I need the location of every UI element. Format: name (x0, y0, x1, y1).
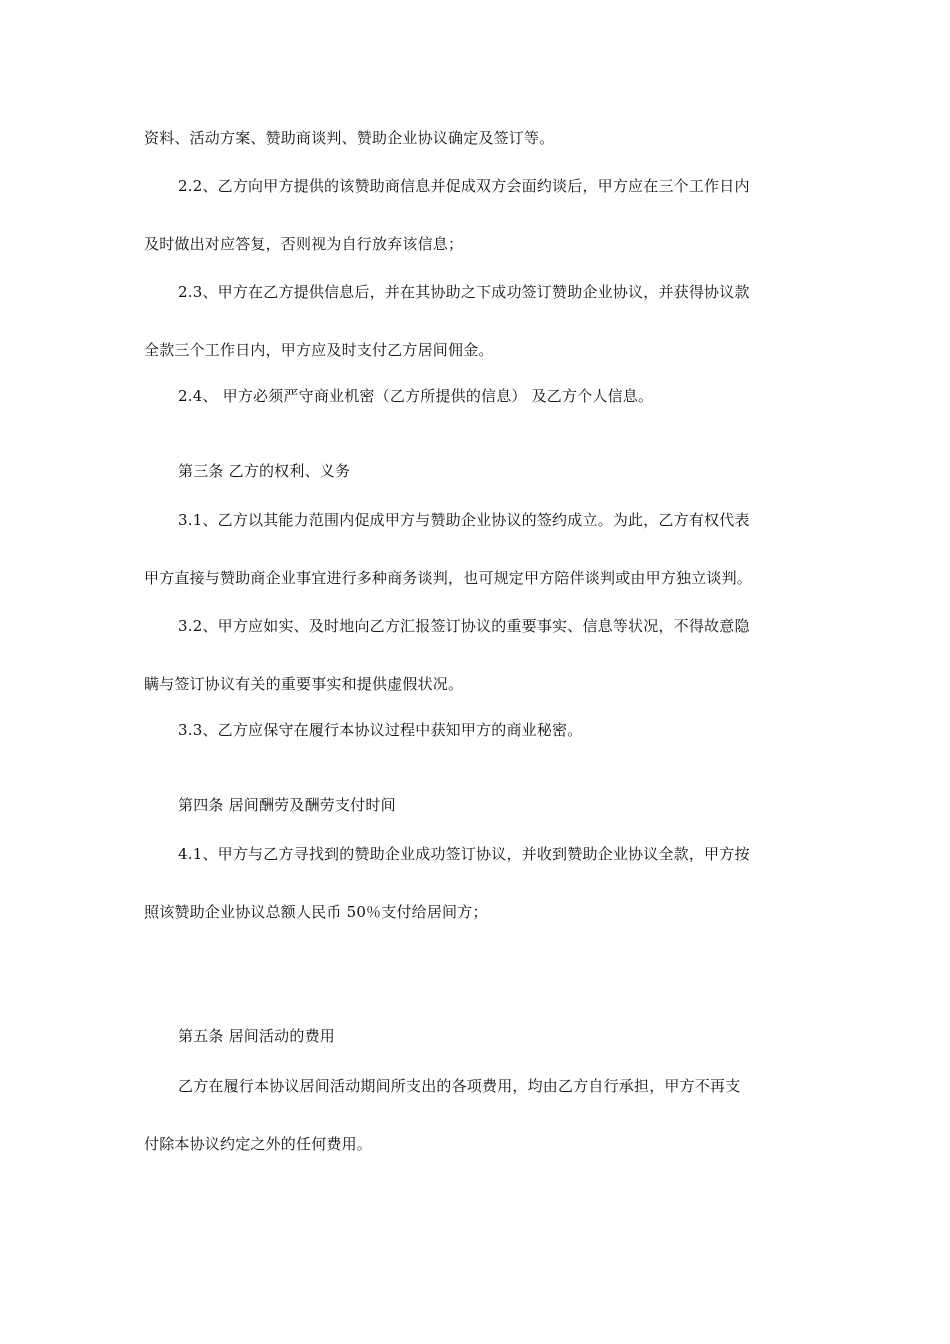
article-5-body: 乙方在履行本协议居间活动期间所支出的各项费用，均由乙方自行承担，甲方不再支 (178, 1077, 741, 1095)
paragraph-continuation: 资料、活动方案、赞助商谈判、赞助企业协议确定及签订等。 (144, 129, 555, 147)
clause-3-2: 3.2、甲方应如实、及时地向乙方汇报签订协议的重要事实、信息等状况，不得故意隐 (178, 617, 750, 635)
clause-2-3-continuation: 全款三个工作日内，甲方应及时支付乙方居间佣金。 (144, 341, 494, 359)
clause-4-1-continuation: 照该赞助企业协议总额人民币 50％支付给居间方； (144, 903, 488, 921)
clause-3-2-continuation: 瞒与签订协议有关的重要事实和提供虚假状况。 (144, 675, 464, 693)
clause-3-1-continuation: 甲方直接与赞助商企业事宜进行多种商务谈判，也可规定甲方陪伴谈判或由甲方独立谈判。 (144, 569, 753, 587)
clause-3-1: 3.1、乙方以其能力范围内促成甲方与赞助企业协议的签约成立。为此，乙方有权代表 (178, 511, 750, 529)
clause-2-4: 2.4、 甲方必须严守商业机密（乙方所提供的信息） 及乙方个人信息。 (178, 387, 654, 405)
clause-2-3: 2.3、甲方在乙方提供信息后，并在其协助之下成功签订赞助企业协议，并获得协议款 (178, 283, 750, 301)
article-5-heading: 第五条 居间活动的费用 (178, 1027, 335, 1045)
article-4-heading: 第四条 居间酬劳及酬劳支付时间 (178, 796, 396, 814)
clause-3-3: 3.3、乙方应保守在履行本协议过程中获知甲方的商业秘密。 (178, 721, 583, 739)
article-5-body-continuation: 付除本协议约定之外的任何费用。 (144, 1135, 373, 1153)
clause-4-1: 4.1、甲方与乙方寻找到的赞助企业成功签订协议，并收到赞助企业协议全款，甲方按 (178, 845, 750, 863)
clause-2-2-continuation: 及时做出对应答复，否则视为自行放弃该信息； (144, 235, 464, 253)
article-3-heading: 第三条 乙方的权利、义务 (178, 462, 351, 480)
clause-2-2: 2.2、乙方向甲方提供的该赞助商信息并促成双方会面约谈后，甲方应在三个工作日内 (178, 177, 750, 195)
